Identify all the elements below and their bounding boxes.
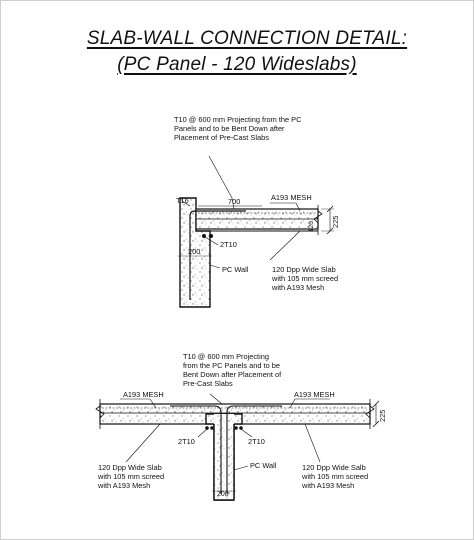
note-bottom-line3: Bent Down after Placement of — [183, 370, 282, 379]
dim-120-top: 120 — [308, 221, 315, 232]
dim-200-bottom: 200 — [217, 491, 229, 498]
detail-top — [174, 115, 340, 307]
dim-700: 700 — [228, 197, 241, 206]
slab-bottom-left-line2: with 105 mm screed — [98, 472, 165, 481]
note-top-line3: Placement of Pre-Cast Slabs — [174, 133, 269, 142]
dim-200-top: 200 — [188, 247, 201, 256]
label-t16: T16 — [176, 196, 189, 205]
label-2t10-bottom-left: 2T10 — [178, 437, 195, 446]
label-wall-bottom: PC Wall — [250, 461, 277, 470]
note-bottom-line4: Pre-Cast Slabs — [183, 379, 233, 388]
label-mesh-bottom-right: A193 MESH — [294, 390, 335, 399]
label-wall-top: PC Wall — [222, 265, 249, 274]
detail-bottom — [96, 352, 387, 500]
drawing-title: SLAB-WALL CONNECTION DETAIL: — [86, 28, 408, 49]
drawing-subtitle: (PC Panel - 120 Wideslabs) — [117, 54, 357, 75]
dim-225-top: 225 — [331, 215, 340, 228]
label-2t10-bottom-right: 2T10 — [248, 437, 265, 446]
note-top-line2: Panels and to be Bent Down after — [174, 124, 285, 133]
note-top-line1: T10 @ 600 mm Projecting from the PC — [174, 115, 302, 124]
slab-top-line3: with A193 Mesh — [272, 283, 325, 292]
slab-bottom-right-line1: 120 Dpp Wide Salb — [302, 463, 366, 472]
slab-bottom-right-line3: with A193 Mesh — [302, 481, 355, 490]
slab-top-line1: 120 Dpp Wide Slab — [272, 265, 336, 274]
note-bottom-line2: from the PC Panels and to be — [183, 361, 280, 370]
slab-bottom-right-line2: with 105 mm screed — [302, 472, 369, 481]
slab-bottom-left-line1: 120 Dpp Wide Slab — [98, 463, 162, 472]
note-bottom-line1: T10 @ 600 mm Projecting — [183, 352, 269, 361]
slab-bottom-left-line3: with A193 Mesh — [98, 481, 151, 490]
label-2t10-top: 2T10 — [220, 240, 237, 249]
dim-225-bottom: 225 — [378, 409, 387, 422]
label-mesh-top: A193 MESH — [271, 193, 312, 202]
slab-top-line2: with 105 mm screed — [272, 274, 339, 283]
label-mesh-bottom-left: A193 MESH — [123, 390, 164, 399]
